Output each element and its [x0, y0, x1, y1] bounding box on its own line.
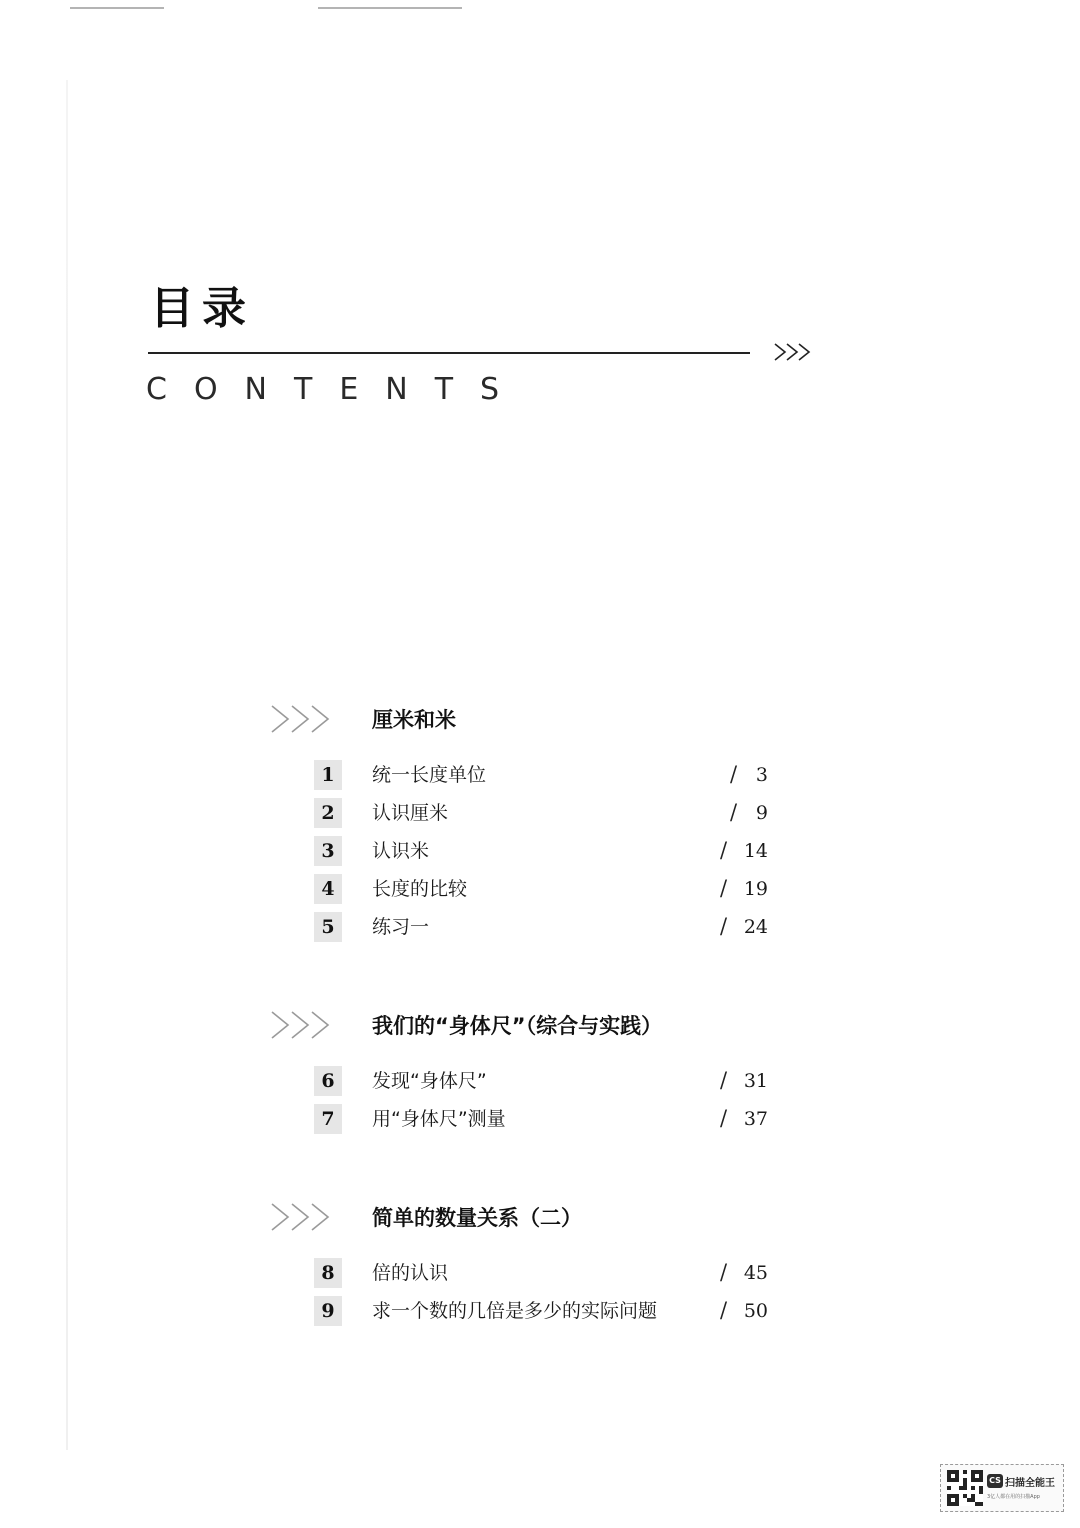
entry-list — [268, 1064, 788, 1140]
entry-number: 4 — [314, 874, 342, 904]
toc-entry[interactable] — [268, 1294, 788, 1332]
scan-artifact-line — [70, 7, 164, 9]
toc-entry[interactable] — [268, 872, 788, 910]
watermark-tagline: 3亿人都在用的扫描App — [987, 1494, 1040, 1500]
toc-entry[interactable] — [268, 1256, 788, 1294]
page-separator: / — [720, 1068, 728, 1092]
entry-number: 9 — [314, 1296, 342, 1326]
toc-section — [268, 1198, 788, 1332]
toc-section — [268, 1006, 788, 1140]
entry-list — [268, 1256, 788, 1332]
section-header — [268, 700, 788, 740]
page-separator: / — [720, 1106, 728, 1130]
entry-number: 1 — [314, 760, 342, 790]
entry-title: 练习一 — [372, 916, 430, 938]
entry-title: 求一个数的几倍是多少的实际问题 — [372, 1300, 658, 1322]
entry-list — [268, 758, 788, 948]
toc-section — [268, 700, 788, 948]
entry-page: 31 — [743, 1070, 768, 1092]
triple-chevron-right-icon — [268, 1200, 336, 1234]
entry-number: 5 — [314, 912, 342, 942]
camscanner-logo: CS — [987, 1474, 1003, 1488]
section-title: 厘米和米 — [372, 708, 456, 732]
entry-title: 认识厘米 — [372, 802, 449, 824]
page-edge-shadow — [66, 80, 68, 1450]
section-header — [268, 1006, 788, 1046]
toc-entry[interactable] — [268, 1102, 788, 1140]
page-separator: / — [720, 1260, 728, 1284]
watermark-app-name: 扫描全能王 — [1005, 1478, 1055, 1489]
section-title-main: 我们的“身体尺” — [372, 1014, 526, 1038]
page-separator: / — [720, 1298, 728, 1322]
entry-page: 24 — [743, 916, 768, 938]
toc-entry[interactable] — [268, 758, 788, 796]
triple-chevron-right-icon — [268, 702, 336, 736]
entry-title: 发现“身体尺” — [372, 1070, 487, 1092]
scan-artifact-line — [318, 7, 462, 9]
entry-number: 2 — [314, 798, 342, 828]
toc-entry[interactable] — [268, 834, 788, 872]
qr-code-icon — [947, 1470, 983, 1506]
section-title — [372, 1010, 662, 1040]
toc-entry[interactable] — [268, 1064, 788, 1102]
page-title: 目录 — [150, 283, 254, 334]
title-rule — [148, 352, 750, 354]
toc-entry[interactable] — [268, 796, 788, 834]
page-separator: / — [730, 762, 738, 786]
entry-title: 统一长度单位 — [372, 764, 487, 786]
scanner-watermark — [940, 1464, 1064, 1512]
entry-page: 50 — [743, 1300, 768, 1322]
entry-title: 认识米 — [372, 840, 430, 862]
entry-title: 用“身体尺”测量 — [372, 1108, 506, 1130]
entry-title: 长度的比较 — [372, 878, 468, 900]
section-header — [268, 1198, 788, 1238]
entry-page: 3 — [755, 764, 768, 786]
entry-page: 45 — [743, 1262, 768, 1284]
page-separator: / — [720, 914, 728, 938]
page-subtitle: CONTENTS — [146, 372, 527, 407]
section-title: 简单的数量关系（二） — [372, 1206, 582, 1230]
page-separator: / — [720, 876, 728, 900]
toc-entry[interactable] — [268, 910, 788, 948]
section-title-note: （综合与实践） — [525, 1014, 663, 1038]
triple-chevron-right-icon — [773, 340, 813, 364]
entry-number: 8 — [314, 1258, 342, 1288]
page-separator: / — [730, 800, 738, 824]
entry-number: 3 — [314, 836, 342, 866]
entry-number: 7 — [314, 1104, 342, 1134]
entry-title: 倍的认识 — [372, 1262, 449, 1284]
entry-page: 9 — [755, 802, 768, 824]
page-separator: / — [720, 838, 728, 862]
triple-chevron-right-icon — [268, 1008, 336, 1042]
entry-page: 37 — [743, 1108, 768, 1130]
entry-page: 14 — [743, 840, 768, 862]
entry-page: 19 — [743, 878, 768, 900]
entry-number: 6 — [314, 1066, 342, 1096]
